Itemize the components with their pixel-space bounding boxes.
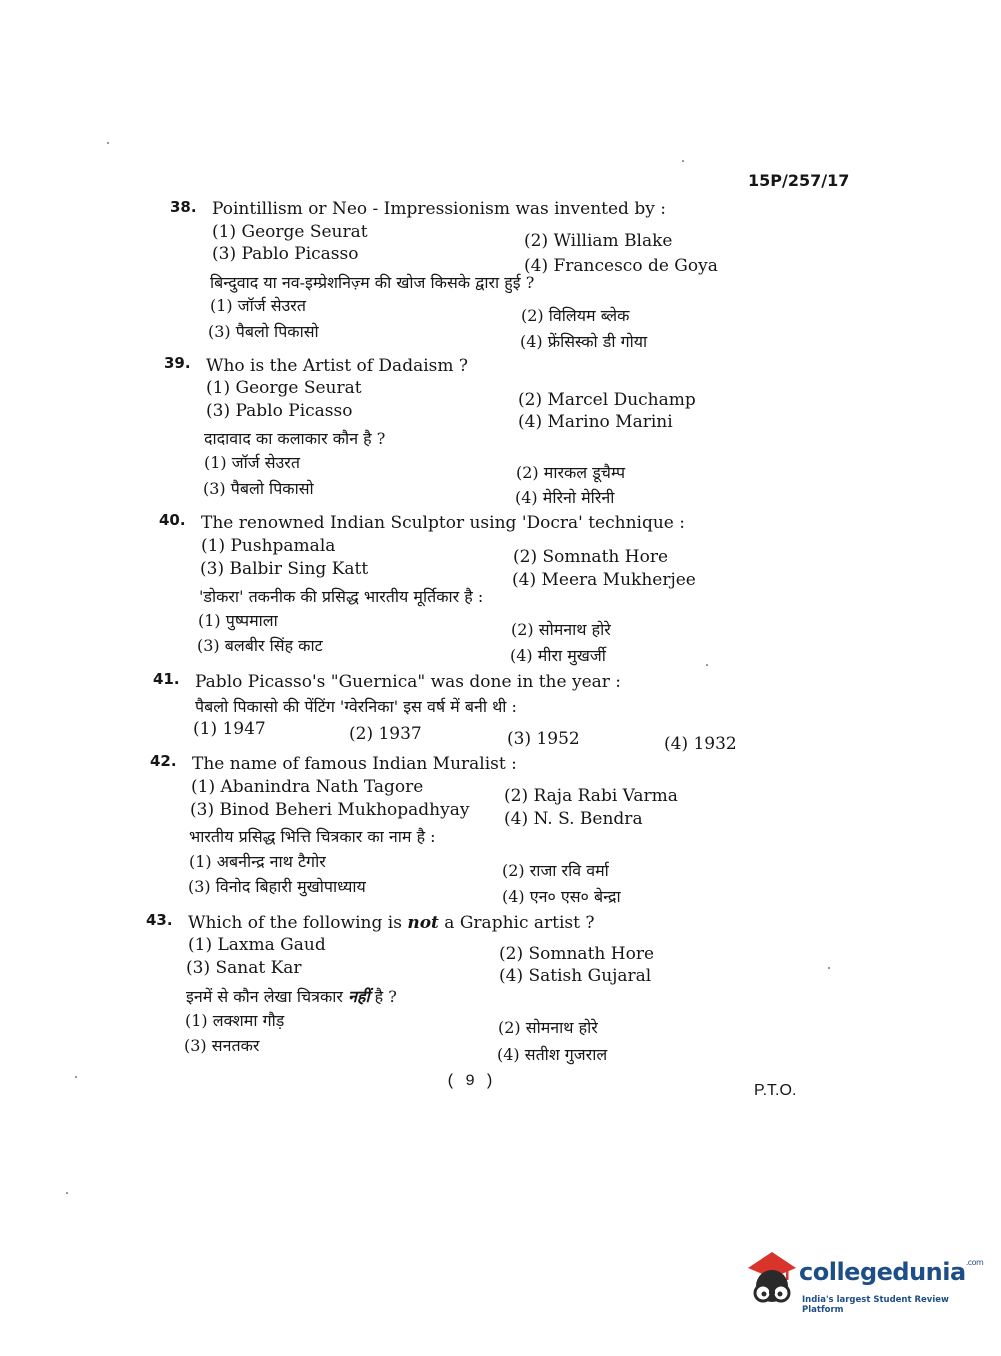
- negation-emphasis: not: [407, 913, 439, 933]
- option-hi-3: (3) पैबलो पिकासो: [208, 322, 319, 341]
- question-number: 38.: [170, 198, 197, 216]
- option-en-2: (2) Somnath Hore: [499, 944, 655, 964]
- option-hi-4: (4) फ्रेंसिस्को डी गोया: [520, 332, 648, 351]
- option-hi-4: (4) मीरा मुखर्जी: [510, 646, 606, 665]
- option-en-4: (4) N. S. Bendra: [504, 809, 643, 829]
- option-hi-4: (4) सतीश गुजराल: [497, 1045, 608, 1064]
- option-en-1: (1) Laxma Gaud: [188, 935, 326, 955]
- question-text-hi: भारतीय प्रसिद्ध भित्ति चित्रकार का नाम है :: [189, 827, 436, 846]
- question-text-hi: पैबलो पिकासो की पेंटिंग 'ग्वेरनिका' इस वर्ष में बनी थी :: [195, 697, 517, 716]
- option-hi-4: (4) एन० एस० बेन्द्रा: [502, 887, 621, 906]
- question-text-hi: दादावाद का कलाकार कौन है ?: [204, 429, 386, 448]
- option-hi-1: (1) पुष्पमाला: [198, 611, 278, 630]
- option-en-2: (2) Raja Rabi Varma: [504, 786, 678, 806]
- option-hi-3: (3) बलबीर सिंह काट: [197, 636, 323, 655]
- question-text-en: Who is the Artist of Dadaism ?: [206, 356, 469, 376]
- question-number: 42.: [150, 752, 177, 770]
- logo-tagline: India's largest Student Review Platform: [802, 1295, 949, 1315]
- collegedunia-logo: [742, 1248, 984, 1318]
- scan-speck: [107, 142, 109, 144]
- question-number: 39.: [164, 354, 191, 372]
- option-en-1: (1) Pushpamala: [201, 536, 336, 556]
- question-number: 40.: [159, 511, 186, 529]
- option-2: (2) 1937: [349, 724, 422, 744]
- option-hi-2: (2) सोमनाथ होरे: [511, 620, 611, 639]
- question-text-en: [188, 913, 595, 933]
- option-en-4: (4) Marino Marini: [518, 412, 673, 432]
- option-en-3: (3) Pablo Picasso: [212, 244, 359, 264]
- scan-speck: [66, 1192, 68, 1194]
- logo-wordmark: [799, 1258, 983, 1286]
- option-en-4: (4) Meera Mukherjee: [512, 570, 696, 590]
- option-hi-2: (2) सोमनाथ होरे: [498, 1018, 598, 1037]
- option-en-3: (3) Balbir Sing Katt: [200, 559, 369, 579]
- option-en-4: (4) Satish Gujaral: [499, 966, 652, 986]
- pto-label: P.T.O.: [754, 1082, 797, 1099]
- option-hi-2: (2) विलियम ब्लेक: [521, 306, 630, 325]
- option-en-2: (2) Marcel Duchamp: [518, 390, 696, 410]
- mascot-icon: [742, 1248, 802, 1314]
- question-number: 41.: [153, 670, 180, 688]
- question-text-hi: [186, 985, 397, 1007]
- option-hi-4: (4) मेरिनो मेरिनी: [515, 488, 615, 507]
- paper-code: 15P/257/17: [748, 171, 850, 190]
- option-1: (1) 1947: [193, 719, 266, 739]
- option-en-3: (3) Pablo Picasso: [206, 401, 353, 421]
- question-text-part: Which of the following is: [188, 913, 408, 933]
- option-en-1: (1) Abanindra Nath Tagore: [191, 777, 424, 797]
- option-hi-1: (1) लक्शमा गौड़: [185, 1011, 285, 1030]
- logo-suffix: .com: [965, 1258, 984, 1267]
- option-hi-2: (2) मारकल डूचैम्प: [516, 463, 626, 482]
- logo-name: collegedunia: [799, 1258, 966, 1286]
- scan-speck: [706, 664, 708, 666]
- question-text-en: The renowned Indian Sculptor using 'Docra' technique :: [201, 513, 685, 533]
- option-en-1: (1) George Seurat: [206, 378, 362, 398]
- negation-emphasis: नहीं: [348, 987, 370, 1006]
- question-text-en: Pablo Picasso's "Guernica" was done in the year :: [195, 672, 622, 692]
- option-en-2: (2) William Blake: [524, 231, 673, 251]
- question-text-hi: बिन्दुवाद या नव-इम्प्रेशनिज़्म की खोज किसके द्वारा हुई ?: [210, 273, 535, 292]
- question-text-en: The name of famous Indian Muralist :: [192, 754, 517, 774]
- scan-speck: [682, 160, 684, 162]
- scan-speck: [828, 967, 830, 969]
- option-en-4: (4) Francesco de Goya: [524, 256, 718, 276]
- option-en-3: (3) Sanat Kar: [186, 958, 302, 978]
- scan-speck: [75, 1076, 77, 1078]
- question-text-part: a Graphic artist ?: [438, 913, 595, 933]
- option-hi-1: (1) जॉर्ज सेउरत: [210, 296, 306, 315]
- option-hi-2: (2) राजा रवि वर्मा: [502, 861, 609, 880]
- option-en-3: (3) Binod Beheri Mukhopadhyay: [190, 800, 470, 820]
- option-hi-3: (3) विनोद बिहारी मुखोपाध्याय: [188, 877, 366, 896]
- option-hi-1: (1) जॉर्ज सेउरत: [204, 453, 300, 472]
- option-en-2: (2) Somnath Hore: [513, 547, 669, 567]
- option-3: (3) 1952: [507, 729, 580, 749]
- question-text-part: है ?: [369, 987, 397, 1006]
- option-hi-1: (1) अबनीन्द्र नाथ टैगोर: [189, 852, 326, 871]
- page-number: ( 9 ): [446, 1072, 495, 1090]
- question-number: 43.: [146, 911, 173, 929]
- question-text-part: इनमें से कौन लेखा चित्रकार: [186, 987, 349, 1006]
- option-4: (4) 1932: [664, 734, 737, 754]
- option-en-1: (1) George Seurat: [212, 222, 368, 242]
- question-text-en: Pointillism or Neo - Impressionism was invented by :: [212, 199, 666, 219]
- option-hi-3: (3) पैबलो पिकासो: [203, 479, 314, 498]
- option-hi-3: (3) सनतकर: [184, 1036, 260, 1055]
- question-text-hi: 'डोकरा' तकनीक की प्रसिद्ध भारतीय मूर्तिकार है :: [199, 587, 484, 606]
